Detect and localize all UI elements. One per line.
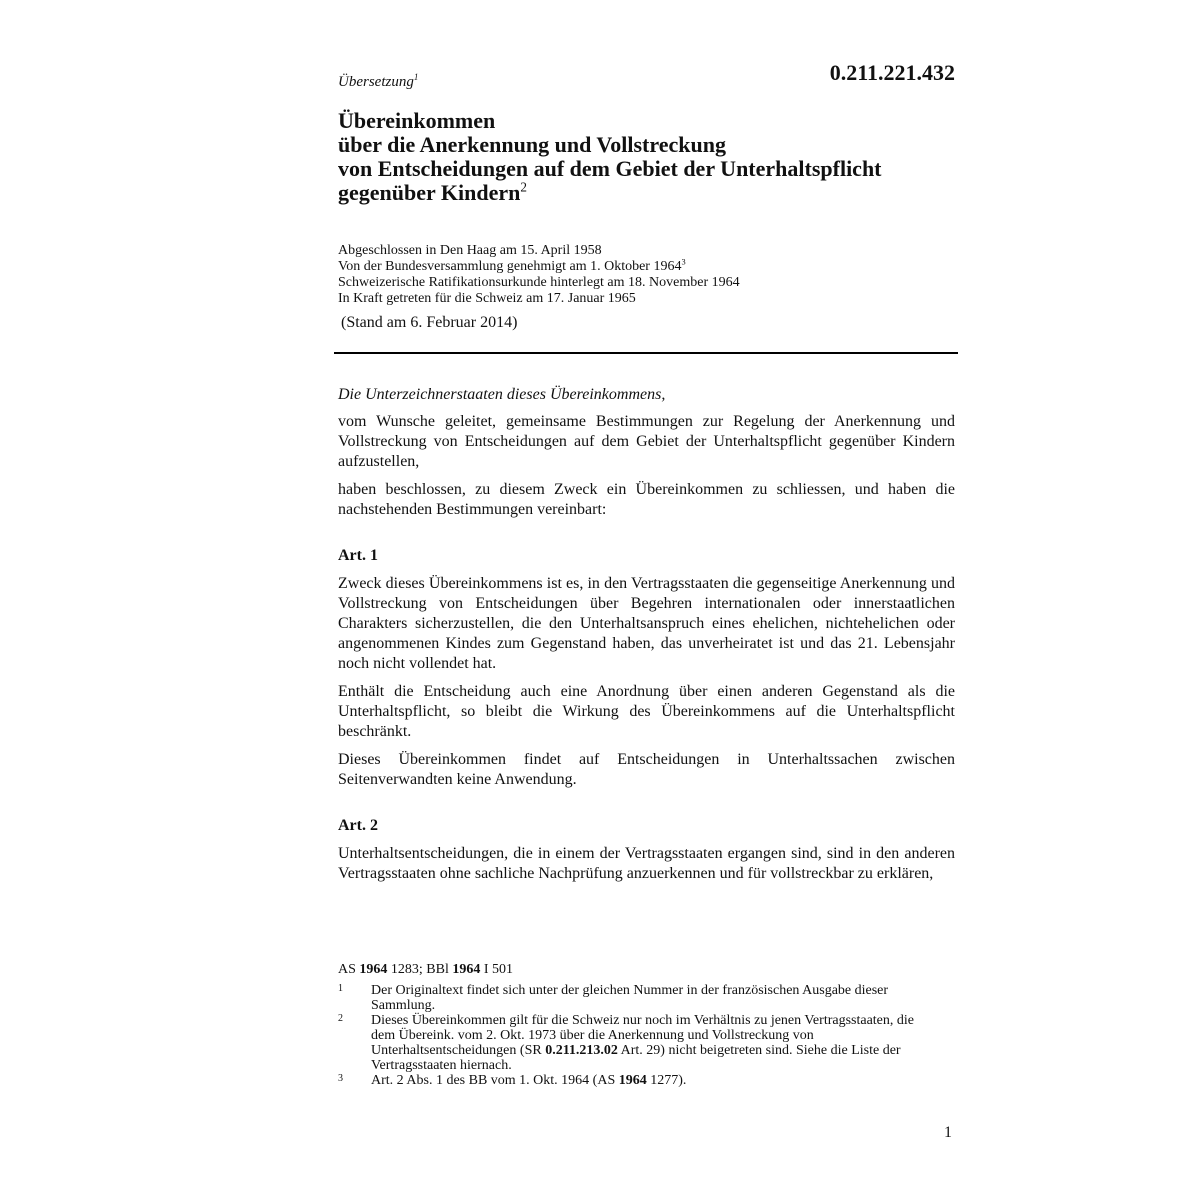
footnote-number: 1 [338, 983, 343, 994]
article-paragraph: Zweck dieses Übereinkommens ist es, in den Vertragsstaaten die gegenseitige Anerkennung und Vollstreckung von Entscheidungen über Begehren internationalen oder innerstaatlichen Charakters sicherzustellen, die den Unterhaltsanspruch eines ehelichen, nichtehelichen oder angenommenen Kindes zum Gegenstand haben, das unverheiratet ist und das 21. Lebensjahr noch nicht vollendet hat. [338, 575, 955, 672]
document-metadata [338, 243, 740, 307]
preamble-paragraph: vom Wunsche geleitet, gemeinsame Bestimmungen zur Regelung der Anerkennung und Vollstreckung von Entscheidungen auf dem Gebiet der Unterhaltspflicht gegenüber Kindern aufzustellen, [338, 413, 955, 470]
footnote-text: Der Originaltext findet sich unter der gleichen Nummer in der französischen Ausgabe dieser Sammlung. [371, 983, 889, 1013]
header-divider [334, 352, 958, 354]
footnote-text-part: Art. 29) nicht beigetreten sind. Siehe die Liste der Vertragsstaaten hiernach. [371, 1043, 901, 1073]
footnote-number: 3 [338, 1073, 343, 1084]
footnote-3 [338, 1073, 938, 1088]
footnote-text-part: Dieses Übereinkommen gilt für die Schweiz nur noch im Verhältnis zu jenen Vertragsstaaten, die dem Übereink. vom 2. Okt. 1973 über die Anerkennung und Vollstreckung von Unterhaltsentscheidungen (SR [371, 1013, 914, 1058]
approval-text: Von der Bundesversammlung genehmigt am 1. Oktober 1964 [338, 259, 682, 274]
footnote-text-part: 1277). [646, 1073, 687, 1088]
title-line: über die Anerkennung und Vollstreckung [338, 132, 726, 157]
footnote-ref-1[interactable]: 1 [413, 72, 419, 82]
footnotes [338, 962, 938, 1088]
article-paragraph: Dieses Übereinkommen findet auf Entscheidungen in Unterhaltssachen zwischen Seitenverwandten keine Anwendung. [338, 751, 955, 788]
footnote-1 [338, 983, 938, 1013]
as-ref-part: 1964 [452, 962, 481, 977]
footnote-text [371, 1073, 938, 1088]
footnote-text-bold: 1964 [618, 1073, 647, 1088]
as-ref-part: I 501 [480, 962, 514, 977]
translation-label [338, 74, 418, 91]
article-paragraph: Unterhaltsentscheidungen, die in einem der Vertragsstaaten ergangen sind, sind in den anderen Vertragsstaaten ohne sachliche Nachprüfung anzuerkennen und für vollstreckbar zu erklären, [338, 845, 955, 882]
approval-date [338, 259, 740, 275]
title-line-text: gegenüber Kindern [338, 180, 521, 205]
preamble-title: Die Unterzeichnerstaaten dieses Übereinkommens, [338, 386, 666, 403]
translation-label-text: Übersetzung [338, 74, 414, 90]
sr-number: 0.211.221.432 [829, 60, 955, 85]
title-line: Übereinkommen [338, 108, 496, 133]
as-ref-part: 1283; BBl [387, 962, 453, 977]
footnote-number: 2 [338, 1013, 343, 1024]
footnote-text-part: Art. 2 Abs. 1 des BB vom 1. Okt. 1964 (AS [371, 1073, 619, 1088]
title-line: von Entscheidungen auf dem Gebiet der Unterhaltspflicht [338, 156, 882, 181]
page-number: 1 [944, 1124, 952, 1141]
article-paragraph: Enthält die Entscheidung auch eine Anordnung über einen anderen Gegenstand als die Unterhaltspflicht, so bleibt die Wirkung des Übereinkommens auf die Unterhaltspflicht beschränkt. [338, 683, 955, 740]
as-ref-part: 1964 [359, 962, 388, 977]
document-title [338, 109, 978, 205]
footnote-2 [338, 1013, 938, 1073]
document-body [338, 385, 955, 892]
preamble-paragraph: haben beschlossen, zu diesem Zweck ein Übereinkommen zu schliessen, und haben die nachstehenden Bestimmungen vereinbart: [338, 481, 955, 518]
as-ref-part: AS [338, 962, 360, 977]
footnote-ref-2[interactable]: 2 [520, 179, 527, 195]
as-reference [338, 962, 938, 977]
footnote-ref-3[interactable]: 3 [681, 257, 686, 267]
ratification-date: Schweizerische Ratifikationsurkunde hinterlegt am 18. November 1964 [338, 275, 740, 290]
status-date: (Stand am 6. Februar 2014) [341, 314, 518, 331]
footnote-text [371, 1013, 938, 1073]
title-line-last [338, 181, 978, 205]
article-heading: Art. 1 [338, 547, 378, 564]
concluded-date: Abgeschlossen in Den Haag am 15. April 1958 [338, 243, 602, 258]
in-force-date: In Kraft getreten für die Schweiz am 17. Januar 1965 [338, 291, 636, 306]
article-heading: Art. 2 [338, 817, 378, 834]
sr-link[interactable]: 0.211.213.02 [545, 1043, 618, 1058]
